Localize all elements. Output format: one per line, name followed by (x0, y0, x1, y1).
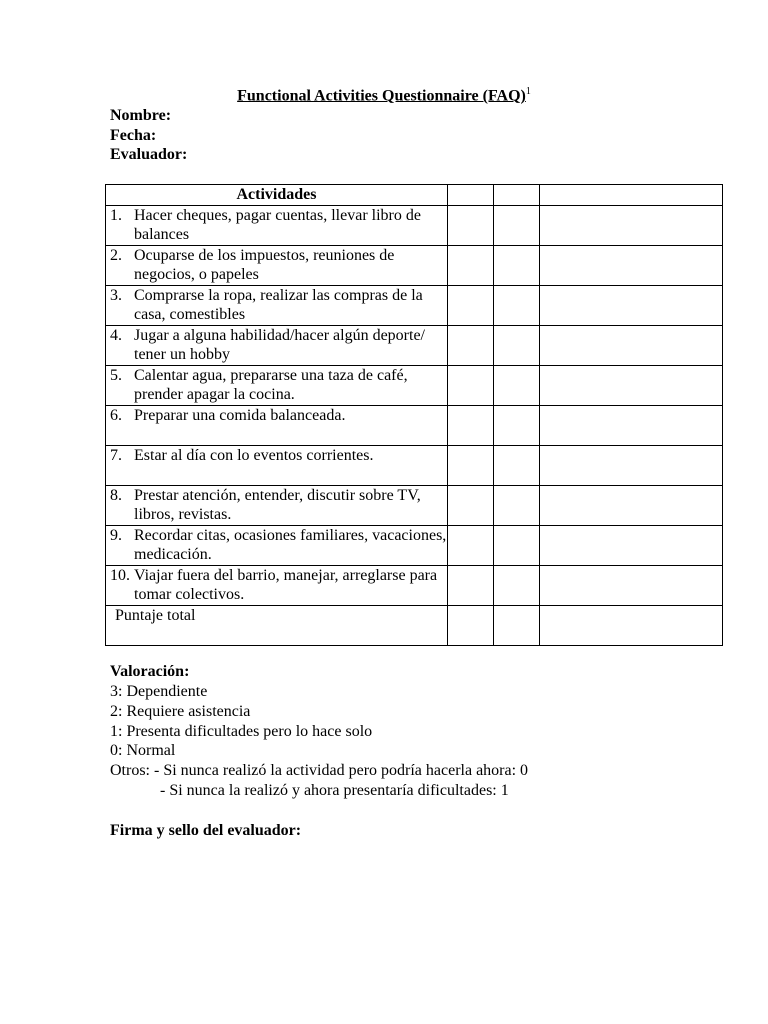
table-row (106, 566, 723, 606)
table-header-row (106, 185, 723, 206)
activity-number: 1. (110, 207, 122, 224)
valoracion-item: 1: Presenta dificultades pero lo hace solo (110, 722, 373, 740)
score-cell[interactable] (448, 406, 494, 446)
score-cell[interactable] (448, 526, 494, 566)
activity-cell (106, 406, 448, 446)
score-cell[interactable] (494, 246, 540, 286)
activity-cell (106, 286, 448, 326)
valoracion-item: 2: Requiere asistencia (110, 702, 251, 720)
total-label: Puntaje total (115, 607, 196, 624)
activity-cell (106, 206, 448, 246)
valoracion-item-indented: - Si nunca la realizó y ahora presentaría dificultades: 1 (160, 781, 509, 799)
activity-cell (106, 366, 448, 406)
score-cell[interactable] (448, 606, 494, 646)
activity-cell (106, 446, 448, 486)
activity-text: Jugar a alguna habilidad/hacer algún deporte/ tener un hobby (134, 327, 425, 363)
valoracion-item: Otros: - Si nunca realizó la actividad pero podría hacerla ahora: 0 (110, 762, 529, 780)
activity-number: 2. (110, 247, 122, 264)
score-cell[interactable] (494, 446, 540, 486)
title-footnote: 1 (525, 86, 531, 97)
activity-number: 5. (110, 367, 122, 384)
table-row (106, 246, 723, 286)
activity-text: Preparar una comida balanceada. (134, 407, 346, 424)
valoracion-item: 0: Normal (110, 742, 176, 760)
score-cell[interactable] (540, 366, 723, 406)
score-column-header (448, 185, 494, 206)
activity-text: Ocuparse de los impuestos, reuniones de negocios, o papeles (134, 247, 395, 283)
signature-label: Firma y sello del evaluador: (110, 822, 302, 839)
activity-text: Comprarse la ropa, realizar las compras de la casa, comestibles (134, 287, 423, 323)
score-cell[interactable] (540, 326, 723, 366)
score-cell[interactable] (540, 526, 723, 566)
valoracion-item: 3: Dependiente (110, 683, 208, 700)
total-label-cell (106, 606, 448, 646)
activity-number: 7. (110, 447, 122, 464)
score-cell[interactable] (540, 606, 723, 646)
score-column-header (494, 185, 540, 206)
score-cell[interactable] (540, 406, 723, 446)
document-title (0, 86, 768, 105)
activity-number: 10. (110, 567, 130, 584)
score-cell[interactable] (448, 446, 494, 486)
field-fecha: Fecha: (110, 127, 157, 144)
table-row (106, 406, 723, 446)
valoracion-title: Valoración: (110, 663, 190, 680)
field-evaluador: Evaluador: (110, 146, 188, 163)
activity-text: Viajar fuera del barrio, manejar, arreglarse para tomar colectivos. (134, 567, 438, 603)
activity-cell (106, 566, 448, 606)
table-row (106, 486, 723, 526)
table-row (106, 286, 723, 326)
table-row (106, 526, 723, 566)
activity-text: Hacer cheques, pagar cuentas, llevar libro de balances (134, 207, 421, 243)
score-cell[interactable] (448, 566, 494, 606)
activity-text: Prestar atención, entender, discutir sobre TV, libros, revistas. (134, 487, 421, 523)
activity-cell (106, 326, 448, 366)
score-cell[interactable] (540, 206, 723, 246)
score-column-header (540, 185, 723, 206)
score-cell[interactable] (540, 566, 723, 606)
activity-text: Recordar citas, ocasiones familiares, vacaciones, medicación. (134, 527, 447, 563)
activity-cell (106, 246, 448, 286)
activity-number: 6. (110, 407, 122, 424)
table-row (106, 366, 723, 406)
activities-table (105, 184, 723, 646)
table-row (106, 446, 723, 486)
score-cell[interactable] (448, 366, 494, 406)
score-cell[interactable] (540, 486, 723, 526)
score-cell[interactable] (494, 486, 540, 526)
score-cell[interactable] (448, 246, 494, 286)
score-cell[interactable] (494, 206, 540, 246)
title-text: Functional Activities Questionnaire (FAQ) (237, 87, 526, 105)
field-nombre: Nombre: (110, 107, 172, 124)
score-cell[interactable] (494, 606, 540, 646)
activity-cell (106, 486, 448, 526)
score-cell[interactable] (540, 446, 723, 486)
column-header-actividades: Actividades (106, 185, 448, 206)
score-cell[interactable] (448, 486, 494, 526)
activity-number: 4. (110, 327, 122, 344)
table-row (106, 206, 723, 246)
score-cell[interactable] (448, 206, 494, 246)
activity-text: Estar al día con lo eventos corrientes. (134, 447, 374, 464)
score-cell[interactable] (494, 326, 540, 366)
score-cell[interactable] (448, 326, 494, 366)
activity-number: 8. (110, 487, 122, 504)
score-cell[interactable] (448, 286, 494, 326)
score-cell[interactable] (540, 286, 723, 326)
activity-number: 9. (110, 527, 122, 544)
score-cell[interactable] (494, 566, 540, 606)
score-cell[interactable] (540, 246, 723, 286)
score-cell[interactable] (494, 366, 540, 406)
score-cell[interactable] (494, 286, 540, 326)
activity-number: 3. (110, 287, 122, 304)
score-cell[interactable] (494, 526, 540, 566)
activity-cell (106, 526, 448, 566)
activity-text: Calentar agua, prepararse una taza de café, prender apagar la cocina. (134, 367, 408, 403)
total-row (106, 606, 723, 646)
valoracion-list (110, 682, 528, 801)
score-cell[interactable] (494, 406, 540, 446)
table-row (106, 326, 723, 366)
